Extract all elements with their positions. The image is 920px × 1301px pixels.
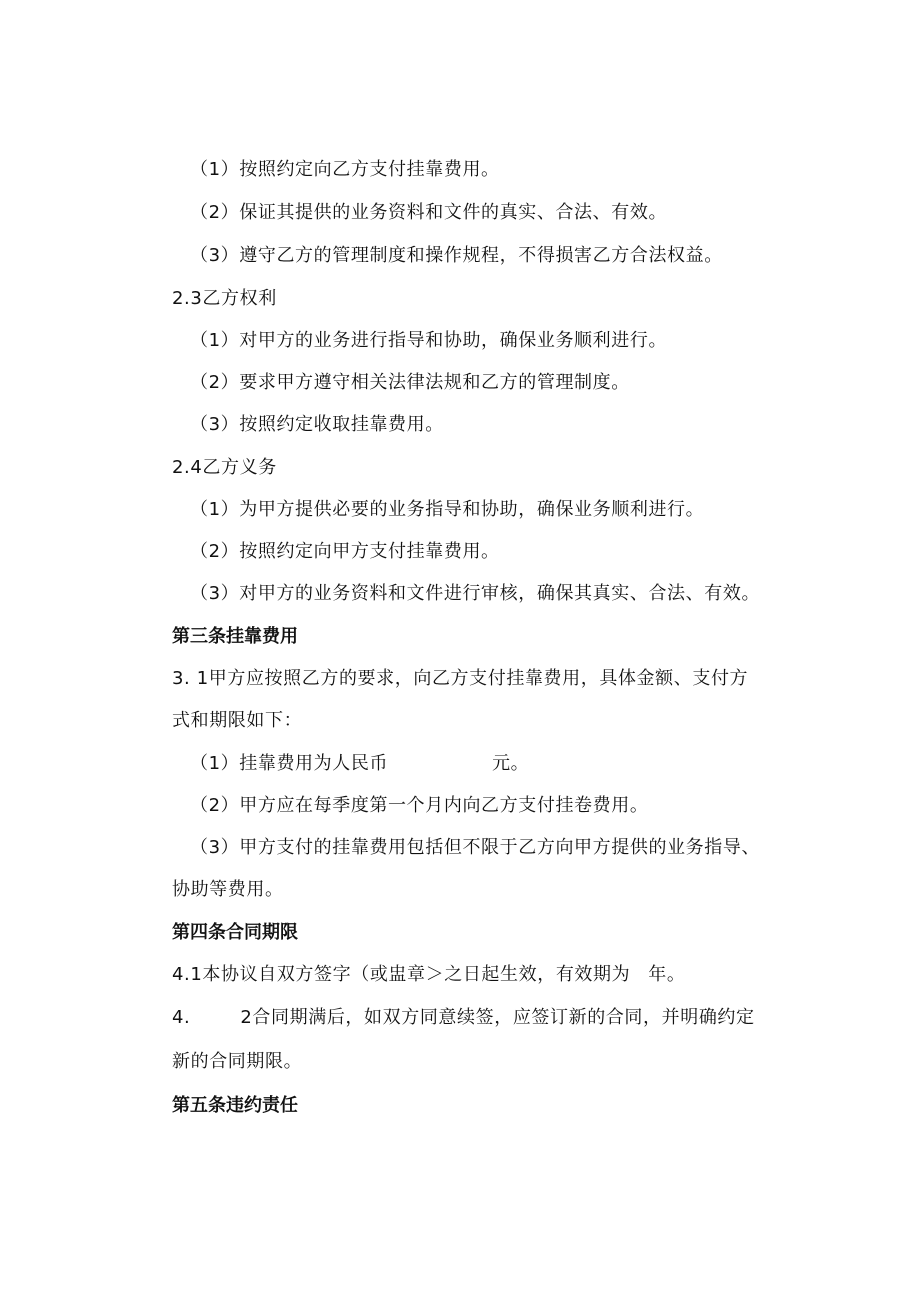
term-years-unit: 年。 xyxy=(648,964,686,985)
fee-amount-label: （1）挂靠费用为人民币 xyxy=(190,753,389,774)
clause-4-1-text: 4.1本协议自双方签字（或盅章＞之日起生效，有效期为 xyxy=(172,964,631,985)
article-5-heading: 第五条违约责任 xyxy=(172,1095,298,1116)
fee-amount-unit: 元。 xyxy=(492,753,530,774)
party-b-obligation-1: （1）为甲方提供必要的业务指导和协助，确保业务顺利进行。 xyxy=(190,499,705,520)
fee-scope-line-1: （3）甲方支付的挂靠费用包括但不限于乙方向甲方提供的业务指导、 xyxy=(190,837,761,858)
article-4-heading: 第四条合同期限 xyxy=(172,922,298,943)
party-b-right-3: （3）按照约定收取挂靠费用。 xyxy=(190,414,444,435)
clause-4-2-number: 4. xyxy=(172,1007,191,1028)
party-a-obligation-1: （1）按照约定向乙方支付挂靠费用。 xyxy=(190,159,500,180)
party-a-obligation-3: （3）遵守乙方的管理制度和操作规程，不得损害乙方合法权益。 xyxy=(190,245,723,266)
party-b-right-1: （1）对甲方的业务进行指导和协助，确保业务顺利进行。 xyxy=(190,330,668,351)
party-b-right-2: （2）要求甲方遵守相关法律法规和乙方的管理制度。 xyxy=(190,372,630,393)
clause-4-2-line-2: 新的合同期限。 xyxy=(172,1051,303,1072)
fee-payment-term: （2）甲方应在每季度第一个月内向乙方支付挂卷费用。 xyxy=(190,795,649,816)
clause-3-1-line-2: 式和期限如下： xyxy=(172,710,303,731)
party-a-obligation-2: （2）保证其提供的业务资料和文件的真实、合法、有效。 xyxy=(190,202,668,223)
article-3-heading: 第三条挂靠费用 xyxy=(172,626,298,647)
fee-scope-line-2: 协助等费用。 xyxy=(172,879,284,900)
clause-4-2-text: 2合同期满后，如双方同意续签，应签订新的合同，并明确约定 xyxy=(240,1007,755,1028)
section-2-4-title: 2.4乙方义务 xyxy=(172,457,277,478)
fee-amount-line xyxy=(190,751,529,777)
clause-4-1-line xyxy=(172,962,685,988)
party-b-obligation-2: （2）按照约定向甲方支付挂靠费用。 xyxy=(190,541,500,562)
clause-3-1-line-1: 3. 1甲方应按照乙方的要求，向乙方支付挂靠费用，具体金额、支付方 xyxy=(172,668,749,689)
section-2-3-title: 2.3乙方权利 xyxy=(172,288,277,309)
clause-4-2-line-1 xyxy=(172,1005,755,1031)
party-b-obligation-3: （3）对甲方的业务资料和文件进行审核，确保其真实、合法、有效。 xyxy=(190,583,761,604)
